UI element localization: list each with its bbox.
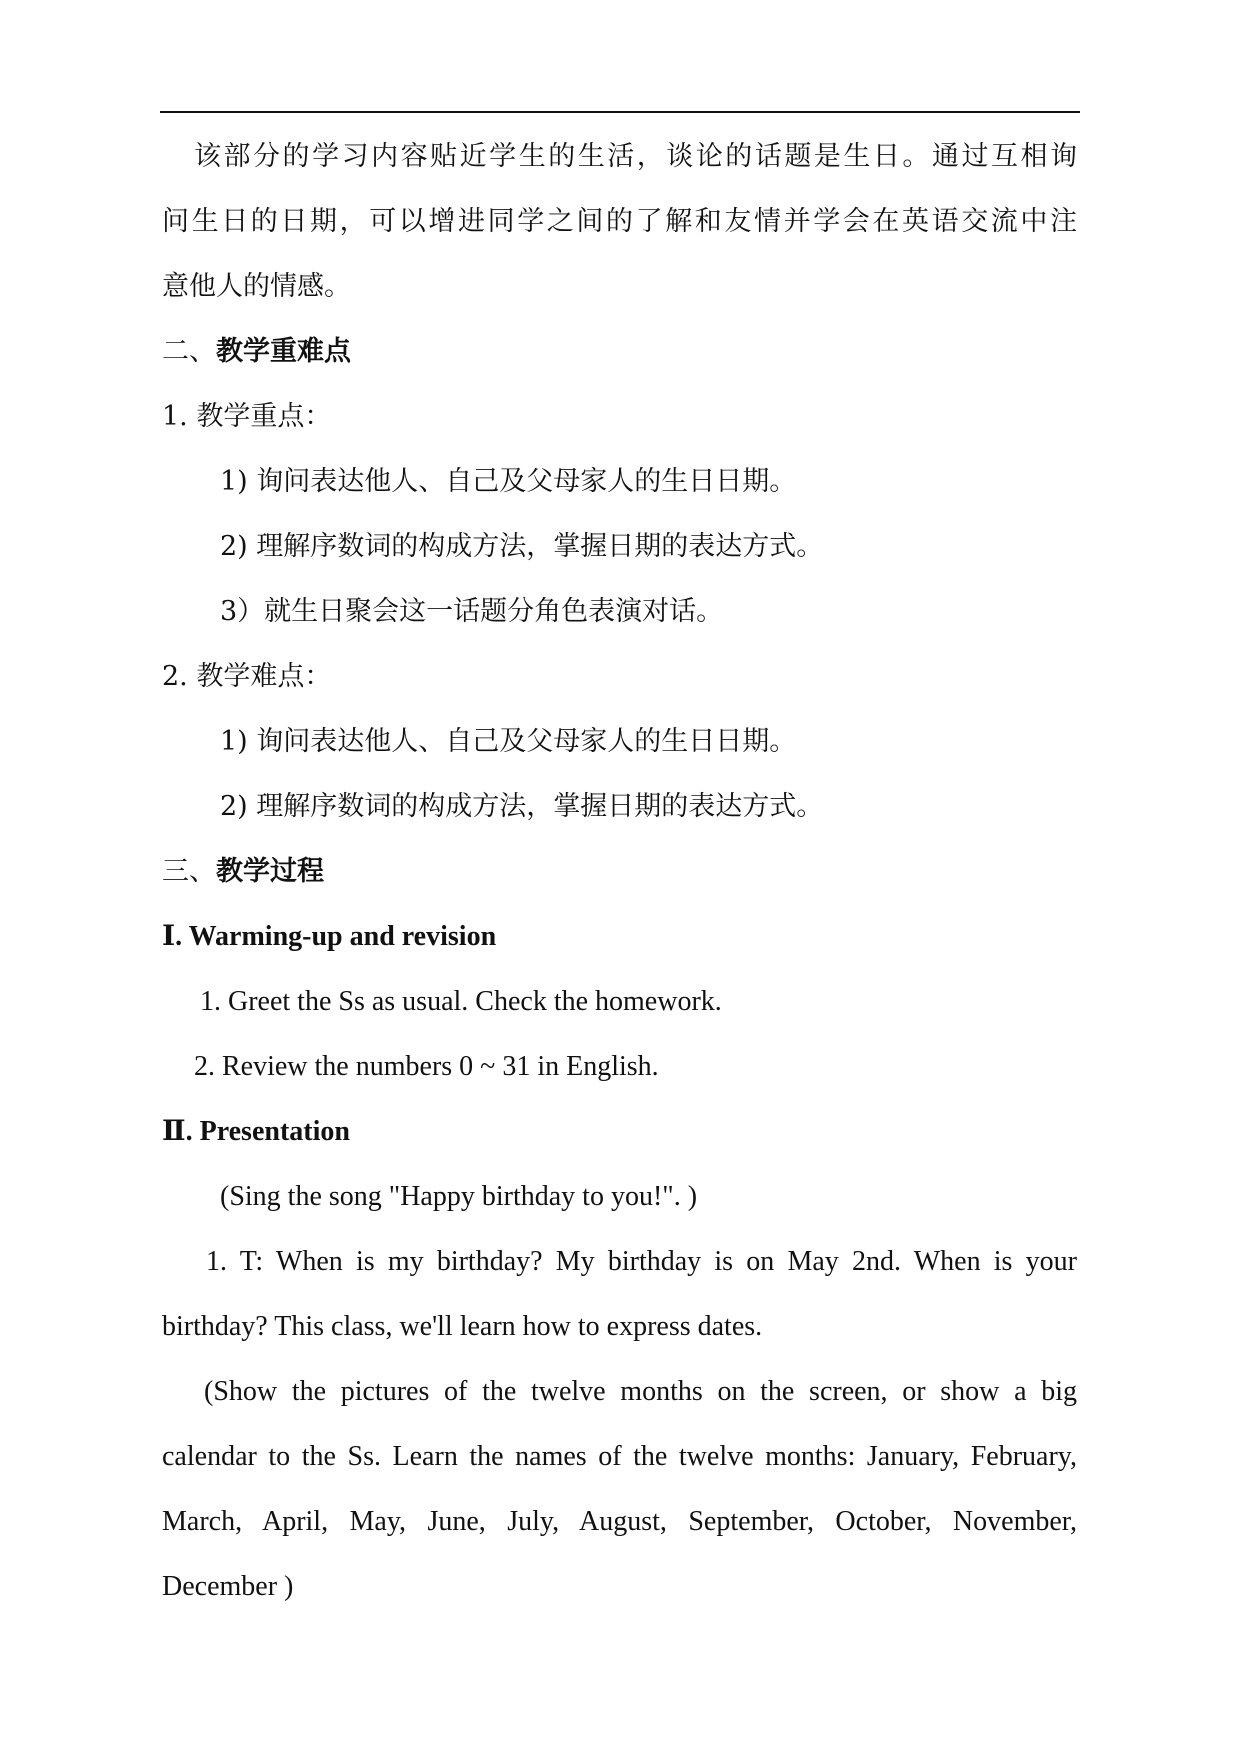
section2-heading — [162, 319, 1077, 384]
part1-item-1: 1. Greet the Ss as usual. Check the homework. — [200, 986, 722, 1017]
part2-note: (Sing the song "Happy birthday to you!". ) — [220, 1181, 698, 1212]
key-point-3: 3）就生日聚会这一话题分角色表演对话。 — [220, 596, 724, 627]
part2-note2-line-2: calendar to the Ss. Learn the names of the twelve months: January, February, — [162, 1441, 1077, 1472]
section2-heading-prefix: 二、 — [162, 336, 216, 367]
section3-heading-prefix: 三、 — [162, 856, 216, 887]
part1-title: Ⅰ. Warming-up and revision — [162, 921, 497, 952]
difficult-point-2: 2) 理解序数词的构成方法，掌握日期的表达方式。 — [220, 791, 824, 822]
document-page — [162, 124, 1077, 1619]
part1-item-2: 2. Review the numbers 0 ~ 31 in English. — [194, 1051, 659, 1082]
difficult-point-1: 1) 询问表达他人、自己及父母家人的生日日期。 — [220, 726, 797, 757]
difficult-points-title: 2. 教学难点： — [162, 661, 332, 692]
header-rule — [160, 111, 1080, 113]
part2-title: Ⅱ. Presentation — [162, 1116, 350, 1147]
part2-item1-line-1: 1. T: When is my birthday? My birthday is on May 2nd. When is your — [206, 1246, 1077, 1277]
part2-note2-line-3: March, April, May, June, July, August, September, October, November, — [162, 1506, 1077, 1537]
intro-line-1: 该部分的学习内容贴近学生的生活，谈论的话题是生日。通过互相询 — [194, 141, 1077, 172]
part2-item1-line-2: birthday? This class, we'll learn how to express dates. — [162, 1311, 763, 1342]
key-points-title: 1. 教学重点： — [162, 401, 332, 432]
key-point-1: 1) 询问表达他人、自己及父母家人的生日日期。 — [220, 466, 797, 497]
section3-heading — [162, 839, 1077, 904]
part2-note2-line-4: December ) — [162, 1571, 294, 1602]
key-point-2: 2) 理解序数词的构成方法，掌握日期的表达方式。 — [220, 531, 824, 562]
section3-heading-text: 教学过程 — [216, 856, 324, 887]
intro-line-2: 问生日的日期，可以增进同学之间的了解和友情并学会在英语交流中注 — [162, 206, 1077, 237]
intro-line-3: 意他人的情感。 — [162, 271, 351, 302]
section2-heading-text: 教学重难点 — [216, 336, 351, 367]
part2-note2-line-1: (Show the pictures of the twelve months on the screen, or show a big — [204, 1376, 1077, 1407]
